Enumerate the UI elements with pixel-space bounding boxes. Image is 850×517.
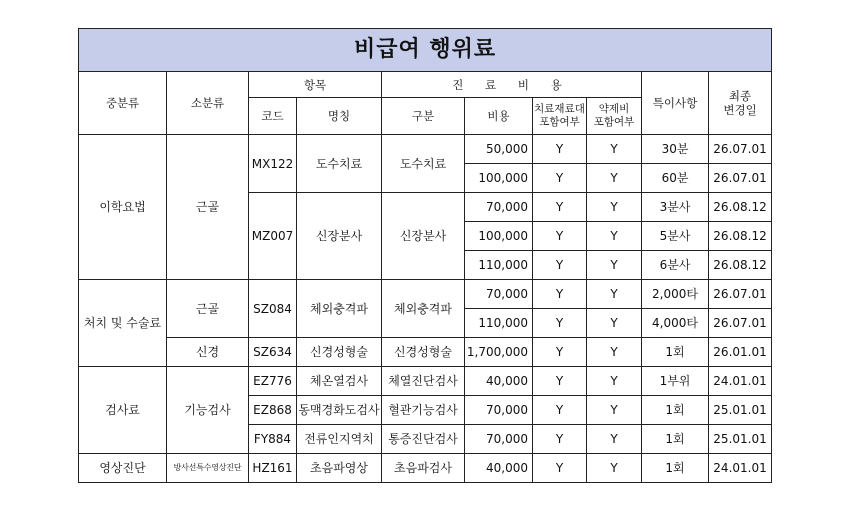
cell-type: 체외충격파 xyxy=(382,280,465,338)
group-treatment-sub-nerve: 신경 xyxy=(167,338,249,367)
group-treatment: 처치 및 수술료 xyxy=(79,280,167,367)
cell-code: SZ634 xyxy=(249,338,297,367)
cell-material: Y xyxy=(533,367,587,396)
cell-date: 26.07.01 xyxy=(709,164,772,193)
group-exam-sub: 기능검사 xyxy=(167,367,249,454)
cell-drug: Y xyxy=(587,454,642,483)
cell-date: 25.01.01 xyxy=(709,396,772,425)
header-last-changed: 최종 변경일 xyxy=(709,72,772,135)
page-title: 비급여 행위료 xyxy=(79,29,772,72)
table-row xyxy=(79,454,772,483)
cell-date: 26.01.01 xyxy=(709,338,772,367)
group-imaging-sub: 방사선특수영상진단 xyxy=(167,454,249,483)
cell-material: Y xyxy=(533,164,587,193)
cell-date: 25.01.01 xyxy=(709,425,772,454)
header-code: 코드 xyxy=(249,98,297,135)
cell-price: 50,000 xyxy=(465,135,533,164)
cell-note: 6분사 xyxy=(642,251,709,280)
header-drug-included: 약제비 포함여부 xyxy=(587,98,642,135)
cell-material: Y xyxy=(533,454,587,483)
cell-name: 신장분사 xyxy=(297,193,382,280)
cell-date: 26.07.01 xyxy=(709,280,772,309)
cell-note: 1회 xyxy=(642,338,709,367)
group-treatment-sub-musculo: 근골 xyxy=(167,280,249,338)
cell-price: 100,000 xyxy=(465,222,533,251)
cell-material: Y xyxy=(533,309,587,338)
cell-price: 70,000 xyxy=(465,280,533,309)
cell-code: FY884 xyxy=(249,425,297,454)
cell-price: 110,000 xyxy=(465,309,533,338)
cell-type: 혈관기능검사 xyxy=(382,396,465,425)
cell-name: 전류인지역치 xyxy=(297,425,382,454)
cell-note: 30분 xyxy=(642,135,709,164)
cell-note: 60분 xyxy=(642,164,709,193)
cell-material: Y xyxy=(533,193,587,222)
header-notes: 특이사항 xyxy=(642,72,709,135)
cell-name: 도수치료 xyxy=(297,135,382,193)
cell-note: 1부위 xyxy=(642,367,709,396)
cell-date: 26.07.01 xyxy=(709,135,772,164)
cell-material: Y xyxy=(533,222,587,251)
cell-name: 동맥경화도검사 xyxy=(297,396,382,425)
cell-date: 26.08.12 xyxy=(709,222,772,251)
cell-note: 1회 xyxy=(642,425,709,454)
cell-price: 1,700,000 xyxy=(465,338,533,367)
cell-note: 5분사 xyxy=(642,222,709,251)
cell-code: EZ776 xyxy=(249,367,297,396)
cell-price: 70,000 xyxy=(465,396,533,425)
cell-note: 1회 xyxy=(642,454,709,483)
cell-code: HZ161 xyxy=(249,454,297,483)
group-physio-sub: 근골 xyxy=(167,135,249,280)
cell-type: 신경성형술 xyxy=(382,338,465,367)
cell-name: 신경성형술 xyxy=(297,338,382,367)
cell-price: 70,000 xyxy=(465,193,533,222)
cell-type: 통증진단검사 xyxy=(382,425,465,454)
cell-drug: Y xyxy=(587,135,642,164)
cell-price: 70,000 xyxy=(465,425,533,454)
cell-drug: Y xyxy=(587,396,642,425)
cell-type: 초음파검사 xyxy=(382,454,465,483)
header-sub-category: 소분류 xyxy=(167,72,249,135)
cell-price: 100,000 xyxy=(465,164,533,193)
cell-material: Y xyxy=(533,280,587,309)
cell-name: 체온열검사 xyxy=(297,367,382,396)
cell-price: 40,000 xyxy=(465,367,533,396)
header-price: 비용 xyxy=(465,98,533,135)
cell-material: Y xyxy=(533,338,587,367)
cell-material: Y xyxy=(533,396,587,425)
header-material-included: 치료재료대 포함여부 xyxy=(533,98,587,135)
cell-drug: Y xyxy=(587,338,642,367)
table-row xyxy=(79,135,772,164)
cell-type: 체열진단검사 xyxy=(382,367,465,396)
cell-date: 26.08.12 xyxy=(709,193,772,222)
cell-drug: Y xyxy=(587,251,642,280)
table-row xyxy=(79,367,772,396)
cell-note: 4,000타 xyxy=(642,309,709,338)
group-imaging: 영상진단 xyxy=(79,454,167,483)
cell-drug: Y xyxy=(587,280,642,309)
fee-table xyxy=(78,28,772,483)
cell-material: Y xyxy=(533,425,587,454)
table-row xyxy=(79,280,772,309)
cell-code: MZ007 xyxy=(249,193,297,280)
cell-drug: Y xyxy=(587,164,642,193)
cell-date: 26.08.12 xyxy=(709,251,772,280)
cell-price: 40,000 xyxy=(465,454,533,483)
group-physio: 이학요법 xyxy=(79,135,167,280)
cell-drug: Y xyxy=(587,222,642,251)
header-cost: 진 료 비 용 xyxy=(382,72,642,98)
group-exam: 검사료 xyxy=(79,367,167,454)
cell-price: 110,000 xyxy=(465,251,533,280)
cell-drug: Y xyxy=(587,193,642,222)
cell-note: 1회 xyxy=(642,396,709,425)
table-row xyxy=(79,338,772,367)
cell-type: 도수치료 xyxy=(382,135,465,193)
header-mid-category: 중분류 xyxy=(79,72,167,135)
cell-note: 2,000타 xyxy=(642,280,709,309)
cell-name: 초음파영상 xyxy=(297,454,382,483)
cell-drug: Y xyxy=(587,309,642,338)
cell-code: EZ868 xyxy=(249,396,297,425)
cell-drug: Y xyxy=(587,425,642,454)
header-item: 항목 xyxy=(249,72,382,98)
cell-material: Y xyxy=(533,251,587,280)
cell-date: 24.01.01 xyxy=(709,367,772,396)
header-type: 구분 xyxy=(382,98,465,135)
cell-material: Y xyxy=(533,135,587,164)
cell-type: 신장분사 xyxy=(382,193,465,280)
cell-code: MX122 xyxy=(249,135,297,193)
cell-date: 24.01.01 xyxy=(709,454,772,483)
cell-note: 3분사 xyxy=(642,193,709,222)
header-name: 명칭 xyxy=(297,98,382,135)
cell-code: SZ084 xyxy=(249,280,297,338)
cell-drug: Y xyxy=(587,367,642,396)
cell-name: 체외충격파 xyxy=(297,280,382,338)
cell-date: 26.07.01 xyxy=(709,309,772,338)
